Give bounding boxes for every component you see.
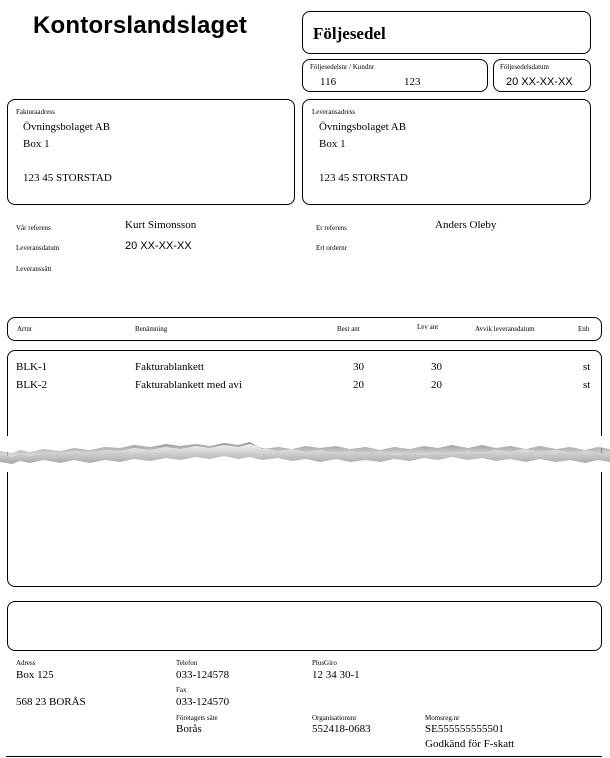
footer-vat-label: Momsreg.nr xyxy=(425,714,460,722)
invoice-address-label: Fakturaadress xyxy=(16,108,55,116)
our-reference-label: Vår referens xyxy=(16,224,51,232)
number-box xyxy=(302,59,488,92)
delivery-address-box xyxy=(302,99,591,205)
summary-box xyxy=(7,601,602,651)
footer-org-label: Organisationsnr xyxy=(312,714,357,722)
delivery-address-label: Leveransadress xyxy=(312,108,356,116)
delivery-address-line3: 123 45 STORSTAD xyxy=(319,172,408,184)
footer-ftax-text: Godkänd för F-skatt xyxy=(425,738,515,750)
our-reference-value: Kurt Simonsson xyxy=(125,219,197,231)
row-ordered: 30 xyxy=(353,361,364,373)
date-box xyxy=(493,59,591,92)
invoice-address-line1: Övningsbolaget AB xyxy=(23,121,111,133)
invoice-address-line3: 123 45 STORSTAD xyxy=(23,172,112,184)
footer-phone-label: Telefon xyxy=(176,659,198,667)
row-unit: st xyxy=(583,379,591,391)
delivery-date-label: Leveransdatum xyxy=(16,244,60,252)
header-ordered: Best ant xyxy=(337,325,360,333)
footer-seat-value: Borås xyxy=(176,723,202,735)
torn-paper-divider xyxy=(0,436,610,472)
header-deviating-date: Avvik leveransdatum xyxy=(475,325,535,333)
footer-address-line1: Box 125 xyxy=(16,669,54,681)
table-header xyxy=(7,317,602,341)
header-description: Benämning xyxy=(135,325,168,333)
footer-address-line2: 568 23 BORÅS xyxy=(16,696,86,708)
footer-phone-value: 033-124578 xyxy=(176,669,230,681)
row-delivered: 30 xyxy=(431,361,442,373)
document-title-box xyxy=(302,11,591,54)
invoice-address-line2: Box 1 xyxy=(23,138,50,150)
delivery-date-value: 20 XX-XX-XX xyxy=(125,240,192,252)
delivery-method-label: Leveranssätt xyxy=(16,265,52,273)
row-delivered: 20 xyxy=(431,379,442,391)
row-ordered: 20 xyxy=(353,379,364,391)
document-title: Följesedel xyxy=(313,24,386,43)
your-reference-value: Anders Oleby xyxy=(435,219,497,231)
your-order-label: Ert ordernr xyxy=(316,244,347,252)
footer-vat-value: SE555555555501 xyxy=(425,723,504,735)
footer-fax-value: 033-124570 xyxy=(176,696,230,708)
footer-seat-label: Företagets säte xyxy=(176,714,218,722)
row-article: BLK-2 xyxy=(16,379,48,391)
header-delivered: Lev ant xyxy=(417,323,439,331)
header-article: Artnr xyxy=(17,325,33,333)
row-description: Fakturablankett med avi xyxy=(135,379,242,391)
row-article: BLK-1 xyxy=(16,361,48,373)
row-unit: st xyxy=(583,361,591,373)
row-description: Fakturablankett xyxy=(135,361,205,373)
number-label: Följesedelsnr / Kundnr xyxy=(310,63,375,71)
footer-plusgiro-label: PlusGiro xyxy=(312,659,337,667)
footer-address-label: Adress xyxy=(16,659,36,667)
delivery-note-number: 116 xyxy=(320,76,337,88)
company-name: Kontorslandslaget xyxy=(33,12,248,39)
footer-plusgiro-value: 12 34 30-1 xyxy=(312,669,360,681)
header-unit: Enh xyxy=(578,325,590,333)
delivery-address-line2: Box 1 xyxy=(319,138,346,150)
your-reference-label: Er referens xyxy=(316,224,347,232)
footer-org-value: 552418-0683 xyxy=(312,723,371,735)
customer-number: 123 xyxy=(404,76,421,88)
footer-fax-label: Fax xyxy=(176,686,187,694)
delivery-address-line1: Övningsbolaget AB xyxy=(319,121,407,133)
date-label: Följesedelsdatum xyxy=(500,63,549,71)
date-value: 20 XX-XX-XX xyxy=(506,76,573,88)
invoice-address-box xyxy=(7,99,295,205)
footer-rule xyxy=(6,756,602,757)
